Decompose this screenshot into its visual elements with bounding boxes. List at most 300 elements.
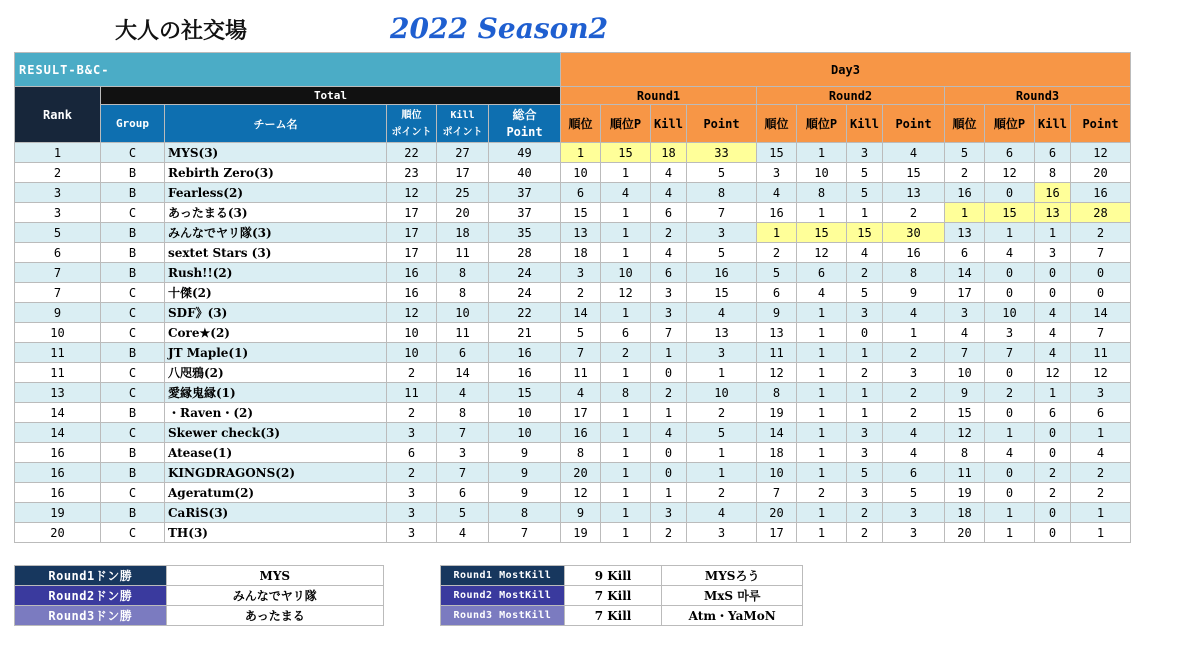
round2-cell: 20 xyxy=(757,503,797,523)
rank-points: 11 xyxy=(387,383,437,403)
round1-cell: 1 xyxy=(601,483,651,503)
round1-cell: 7 xyxy=(651,323,687,343)
round2-cell: 6 xyxy=(883,463,945,483)
round1-cell: 6 xyxy=(651,203,687,223)
round3-cell: 28 xyxy=(1071,203,1131,223)
rank-points: 3 xyxy=(387,423,437,443)
round3-cell: 1 xyxy=(985,223,1035,243)
round3-cell: 0 xyxy=(985,483,1035,503)
round3-cell: 12 xyxy=(1035,363,1071,383)
rank: 6 xyxy=(15,243,101,263)
round1-cell: 1 xyxy=(561,143,601,163)
kill-points: 20 xyxy=(437,203,489,223)
round2-cell: 10 xyxy=(797,163,847,183)
round1-cell: 1 xyxy=(687,363,757,383)
round2-cell: 19 xyxy=(757,403,797,423)
total-point-header: 総合 Point xyxy=(489,105,561,143)
round3-cell: 10 xyxy=(945,363,985,383)
round1-cell: 8 xyxy=(561,443,601,463)
rank: 16 xyxy=(15,483,101,503)
round2-cell: 1 xyxy=(757,223,797,243)
round2-cell: 13 xyxy=(757,323,797,343)
round2-cell: 9 xyxy=(883,283,945,303)
table-row xyxy=(15,503,1131,523)
table-row xyxy=(15,383,1131,403)
round2-cell: 2 xyxy=(847,263,883,283)
group: B xyxy=(101,223,165,243)
round2-cell: 6 xyxy=(797,263,847,283)
round2-cell: 1 xyxy=(797,343,847,363)
round1-cell: 2 xyxy=(601,343,651,363)
rank: 11 xyxy=(15,343,101,363)
round3-cell: 1 xyxy=(1071,523,1131,543)
table-row xyxy=(15,443,1131,463)
round2-cell: 8 xyxy=(757,383,797,403)
round2-cell: 1 xyxy=(847,383,883,403)
round3-cell: 4 xyxy=(985,443,1035,463)
round1-cell: 10 xyxy=(687,383,757,403)
round3-cell: 2 xyxy=(1071,483,1131,503)
rank-points: 2 xyxy=(387,363,437,383)
rank-points: 17 xyxy=(387,223,437,243)
total-points: 7 xyxy=(489,523,561,543)
kill-points: 3 xyxy=(437,443,489,463)
round1-cell: 3 xyxy=(687,223,757,243)
total-points: 37 xyxy=(489,203,561,223)
round1-cell: 7 xyxy=(687,203,757,223)
rank: 3 xyxy=(15,183,101,203)
round2-cell: 5 xyxy=(883,483,945,503)
killpoint-header: Kill ポイント xyxy=(437,105,489,143)
round3-cell: 0 xyxy=(1035,503,1071,523)
round1-cell: 1 xyxy=(601,223,651,243)
round3-cell: 6 xyxy=(1035,143,1071,163)
round1-cell: 12 xyxy=(561,483,601,503)
round1-cell: 17 xyxy=(561,403,601,423)
round1-cell: 20 xyxy=(561,463,601,483)
round3-cell: 16 xyxy=(1035,183,1071,203)
total-points: 24 xyxy=(489,283,561,303)
round1-cell: 7 xyxy=(561,343,601,363)
rank: 14 xyxy=(15,423,101,443)
round2-cell: 12 xyxy=(757,363,797,383)
round3-cell: 2 xyxy=(1071,223,1131,243)
round2-cell: 5 xyxy=(847,463,883,483)
rank: 16 xyxy=(15,463,101,483)
round3-cell: 3 xyxy=(945,303,985,323)
round2-cell: 1 xyxy=(797,383,847,403)
group-header: Group xyxy=(101,105,165,143)
group: C xyxy=(101,483,165,503)
total-points: 9 xyxy=(489,463,561,483)
group: C xyxy=(101,203,165,223)
rank: 13 xyxy=(15,383,101,403)
round2-cell: 3 xyxy=(847,303,883,323)
team-name: Rebirth Zero(3) xyxy=(165,163,387,183)
round1-cell: 1 xyxy=(601,303,651,323)
round1-cell: 1 xyxy=(601,363,651,383)
round2-cell: 4 xyxy=(883,423,945,443)
round2-cell: 4 xyxy=(883,143,945,163)
total-points: 24 xyxy=(489,263,561,283)
rank-points: 17 xyxy=(387,243,437,263)
round2-cell: 3 xyxy=(883,363,945,383)
round2-cell: 15 xyxy=(797,223,847,243)
kill-points: 6 xyxy=(437,483,489,503)
rank: 10 xyxy=(15,323,101,343)
kill-points: 11 xyxy=(437,243,489,263)
rank-header: Rank xyxy=(15,87,101,143)
round3-cell: 4 xyxy=(985,243,1035,263)
round3-cell: 1 xyxy=(1035,383,1071,403)
round2-cell: 4 xyxy=(757,183,797,203)
table-row xyxy=(15,243,1131,263)
round1-cell: 15 xyxy=(561,203,601,223)
team-name: Fearless(2) xyxy=(165,183,387,203)
round2-col-header: 順位 xyxy=(757,105,797,143)
round1-cell: 1 xyxy=(601,423,651,443)
rank-points: 10 xyxy=(387,323,437,343)
round3-cell: 0 xyxy=(985,403,1035,423)
winner-label-2: Round2ドン勝 xyxy=(15,586,167,606)
table-row xyxy=(15,363,1131,383)
total-points: 49 xyxy=(489,143,561,163)
round2-cell: 18 xyxy=(757,443,797,463)
round2-cell: 2 xyxy=(847,503,883,523)
round1-cell: 1 xyxy=(601,243,651,263)
table-row xyxy=(15,263,1131,283)
winner-label-1: Round1ドン勝 xyxy=(15,566,167,586)
round1-cell: 0 xyxy=(651,463,687,483)
round1-cell: 2 xyxy=(561,283,601,303)
round2-cell: 1 xyxy=(797,303,847,323)
team-header: チーム名 xyxy=(165,105,387,143)
rank: 11 xyxy=(15,363,101,383)
round1-cell: 2 xyxy=(651,223,687,243)
round2-cell: 1 xyxy=(797,523,847,543)
round2-cell: 5 xyxy=(757,263,797,283)
round2-cell: 1 xyxy=(797,503,847,523)
round3-cell: 4 xyxy=(1035,323,1071,343)
group: C xyxy=(101,303,165,323)
rank-points: 12 xyxy=(387,183,437,203)
round1-cell: 5 xyxy=(687,243,757,263)
round1-cell: 11 xyxy=(561,363,601,383)
team-name: SDF》(3) xyxy=(165,303,387,323)
rank-points: 2 xyxy=(387,463,437,483)
winner-team-1: MYS xyxy=(166,566,383,586)
rank-points: 23 xyxy=(387,163,437,183)
round2-cell: 3 xyxy=(847,423,883,443)
team-name: TH(3) xyxy=(165,523,387,543)
round3-cell: 19 xyxy=(945,483,985,503)
round2-cell: 2 xyxy=(883,203,945,223)
round1-cell: 13 xyxy=(687,323,757,343)
kill-points: 27 xyxy=(437,143,489,163)
total-points: 40 xyxy=(489,163,561,183)
round3-cell: 2 xyxy=(985,383,1035,403)
group: C xyxy=(101,423,165,443)
round3-cell: 2 xyxy=(1035,463,1071,483)
round1-cell: 1 xyxy=(651,343,687,363)
round1-cell: 18 xyxy=(651,143,687,163)
rank: 16 xyxy=(15,443,101,463)
kill-points: 8 xyxy=(437,283,489,303)
round3-cell: 1 xyxy=(985,423,1035,443)
round1-cell: 3 xyxy=(651,303,687,323)
round3-cell: 6 xyxy=(945,243,985,263)
kill-points: 7 xyxy=(437,423,489,443)
result-label: RESULT-B&C- xyxy=(15,53,561,87)
round3-cell: 2 xyxy=(945,163,985,183)
round3-cell: 17 xyxy=(945,283,985,303)
round2-cell: 9 xyxy=(757,303,797,323)
mostkill-table xyxy=(440,565,803,626)
round1-cell: 16 xyxy=(561,423,601,443)
round3-cell: 12 xyxy=(945,423,985,443)
team-name: JT Maple(1) xyxy=(165,343,387,363)
table-row xyxy=(15,223,1131,243)
mostkill-label-2: Round2 MostKill xyxy=(441,586,565,606)
round2-cell: 5 xyxy=(847,163,883,183)
round2-cell: 3 xyxy=(847,443,883,463)
round1-col-header: Kill xyxy=(651,105,687,143)
round3-cell: 7 xyxy=(1071,323,1131,343)
mostkill-player-2: MxS 마루 xyxy=(662,586,803,606)
team-name: Rush!!(2) xyxy=(165,263,387,283)
round3-cell: 0 xyxy=(1035,423,1071,443)
team-name: CaRiS(3) xyxy=(165,503,387,523)
kill-points: 25 xyxy=(437,183,489,203)
total-points: 8 xyxy=(489,503,561,523)
total-points: 9 xyxy=(489,443,561,463)
round3-cell: 6 xyxy=(1035,403,1071,423)
team-name: ・Raven・(2) xyxy=(165,403,387,423)
round1-cell: 16 xyxy=(687,263,757,283)
round1-cell: 15 xyxy=(687,283,757,303)
table-row xyxy=(15,143,1131,163)
total-points: 10 xyxy=(489,423,561,443)
round2-cell: 6 xyxy=(757,283,797,303)
round2-cell: 2 xyxy=(883,403,945,423)
round3-cell: 0 xyxy=(985,183,1035,203)
total-points: 16 xyxy=(489,343,561,363)
team-name: Skewer check(3) xyxy=(165,423,387,443)
round1-cell: 4 xyxy=(651,163,687,183)
round2-cell: 4 xyxy=(797,283,847,303)
round3-cell: 14 xyxy=(945,263,985,283)
round1-cell: 18 xyxy=(561,243,601,263)
round3-cell: 11 xyxy=(945,463,985,483)
round2-cell: 4 xyxy=(883,443,945,463)
round2-cell: 1 xyxy=(797,363,847,383)
round2-cell: 1 xyxy=(883,323,945,343)
round1-cell: 4 xyxy=(687,303,757,323)
mostkill-player-1: MYSろう xyxy=(662,566,803,586)
total-points: 22 xyxy=(489,303,561,323)
round1-cell: 14 xyxy=(561,303,601,323)
rank: 2 xyxy=(15,163,101,183)
rank-points: 3 xyxy=(387,483,437,503)
group: B xyxy=(101,343,165,363)
round1-cell: 3 xyxy=(687,343,757,363)
group: B xyxy=(101,183,165,203)
table-row xyxy=(15,343,1131,363)
round3-cell: 16 xyxy=(945,183,985,203)
round3-cell: 1 xyxy=(1035,223,1071,243)
round2-cell: 13 xyxy=(883,183,945,203)
round1-cell: 0 xyxy=(651,443,687,463)
round3-cell: 10 xyxy=(985,303,1035,323)
round2-cell: 4 xyxy=(847,243,883,263)
round2-cell: 2 xyxy=(847,523,883,543)
rank: 20 xyxy=(15,523,101,543)
round1-cell: 2 xyxy=(687,483,757,503)
group: C xyxy=(101,143,165,163)
round3-cell: 0 xyxy=(1035,443,1071,463)
team-name: 十傑(2) xyxy=(165,283,387,303)
round3-cell: 13 xyxy=(945,223,985,243)
round3-cell: 4 xyxy=(945,323,985,343)
round3-cell: 7 xyxy=(945,343,985,363)
round2-cell: 1 xyxy=(847,343,883,363)
round3-cell: 3 xyxy=(985,323,1035,343)
round1-cell: 6 xyxy=(561,183,601,203)
round2-cell: 3 xyxy=(757,163,797,183)
total-points: 21 xyxy=(489,323,561,343)
total-points: 15 xyxy=(489,383,561,403)
rank: 7 xyxy=(15,283,101,303)
round3-cell: 8 xyxy=(1035,163,1071,183)
rank: 5 xyxy=(15,223,101,243)
round1-col-header: 順位P xyxy=(601,105,651,143)
team-name: Ageratum(2) xyxy=(165,483,387,503)
team-name: Core★(2) xyxy=(165,323,387,343)
table-row xyxy=(15,303,1131,323)
round3-cell: 0 xyxy=(1035,523,1071,543)
round3-cell: 1 xyxy=(985,523,1035,543)
round1-cell: 9 xyxy=(561,503,601,523)
mostkill-label-3: Round3 MostKill xyxy=(441,606,565,626)
kill-points: 7 xyxy=(437,463,489,483)
round2-cell: 2 xyxy=(883,383,945,403)
round2-cell: 2 xyxy=(883,343,945,363)
table-row xyxy=(15,423,1131,443)
round3-cell: 1 xyxy=(985,503,1035,523)
kill-points: 10 xyxy=(437,303,489,323)
kill-points: 8 xyxy=(437,403,489,423)
round1-cell: 1 xyxy=(601,463,651,483)
total-points: 37 xyxy=(489,183,561,203)
team-name: あったまる(3) xyxy=(165,203,387,223)
round3-cell: 3 xyxy=(1071,383,1131,403)
round1-cell: 1 xyxy=(687,463,757,483)
winners-table xyxy=(14,565,384,626)
rank-points: 16 xyxy=(387,263,437,283)
table-row xyxy=(15,523,1131,543)
table-row xyxy=(15,163,1131,183)
round3-cell: 0 xyxy=(985,263,1035,283)
group: C xyxy=(101,523,165,543)
round2-cell: 1 xyxy=(847,403,883,423)
round1-cell: 19 xyxy=(561,523,601,543)
round2-cell: 2 xyxy=(797,483,847,503)
round1-cell: 2 xyxy=(651,523,687,543)
table-row xyxy=(15,403,1131,423)
round3-col-header: Point xyxy=(1071,105,1131,143)
kill-points: 4 xyxy=(437,383,489,403)
mostkill-kill-1: 9 Kill xyxy=(564,566,662,586)
round1-cell: 1 xyxy=(601,523,651,543)
season-title: 2022 Season2 xyxy=(390,12,609,45)
round2-cell: 1 xyxy=(797,203,847,223)
rank-points: 3 xyxy=(387,503,437,523)
rank-points: 2 xyxy=(387,403,437,423)
round1-cell: 1 xyxy=(601,503,651,523)
round1-cell: 3 xyxy=(651,503,687,523)
round1-cell: 13 xyxy=(561,223,601,243)
kill-points: 14 xyxy=(437,363,489,383)
round3-cell: 12 xyxy=(1071,363,1131,383)
table-row xyxy=(15,463,1131,483)
rank: 7 xyxy=(15,263,101,283)
round3-cell: 2 xyxy=(1071,463,1131,483)
table-row xyxy=(15,183,1131,203)
round3-cell: 11 xyxy=(1071,343,1131,363)
round3-cell: 15 xyxy=(985,203,1035,223)
round2-cell: 1 xyxy=(797,443,847,463)
round2-cell: 15 xyxy=(883,163,945,183)
round3-header: Round3 xyxy=(945,87,1131,105)
round2-cell: 2 xyxy=(757,243,797,263)
round3-cell: 4 xyxy=(1035,343,1071,363)
round1-cell: 4 xyxy=(651,183,687,203)
round3-cell: 0 xyxy=(985,463,1035,483)
page-title: 大人の社交場 xyxy=(115,19,248,44)
round3-cell: 0 xyxy=(1071,263,1131,283)
total-header: Total xyxy=(101,87,561,105)
mostkill-kill-2: 7 Kill xyxy=(564,586,662,606)
round2-cell: 16 xyxy=(883,243,945,263)
round2-header: Round2 xyxy=(757,87,945,105)
round3-cell: 18 xyxy=(945,503,985,523)
rank: 9 xyxy=(15,303,101,323)
rank: 3 xyxy=(15,203,101,223)
round3-cell: 3 xyxy=(1035,243,1071,263)
round1-cell: 10 xyxy=(561,163,601,183)
team-name: 愛縁鬼縁(1) xyxy=(165,383,387,403)
table-row xyxy=(15,203,1131,223)
round1-cell: 1 xyxy=(601,163,651,183)
round2-cell: 1 xyxy=(797,143,847,163)
round1-cell: 6 xyxy=(601,323,651,343)
mostkill-label-1: Round1 MostKill xyxy=(441,566,565,586)
round2-cell: 1 xyxy=(797,463,847,483)
round2-cell: 15 xyxy=(757,143,797,163)
group: C xyxy=(101,383,165,403)
round2-cell: 3 xyxy=(847,483,883,503)
total-points: 28 xyxy=(489,243,561,263)
round2-cell: 3 xyxy=(847,143,883,163)
round3-cell: 5 xyxy=(945,143,985,163)
round1-cell: 8 xyxy=(687,183,757,203)
round1-cell: 6 xyxy=(651,263,687,283)
round2-cell: 17 xyxy=(757,523,797,543)
mostkill-player-3: Atm・YaMoN xyxy=(662,606,803,626)
round2-cell: 30 xyxy=(883,223,945,243)
rank-points: 10 xyxy=(387,343,437,363)
round2-cell: 7 xyxy=(757,483,797,503)
